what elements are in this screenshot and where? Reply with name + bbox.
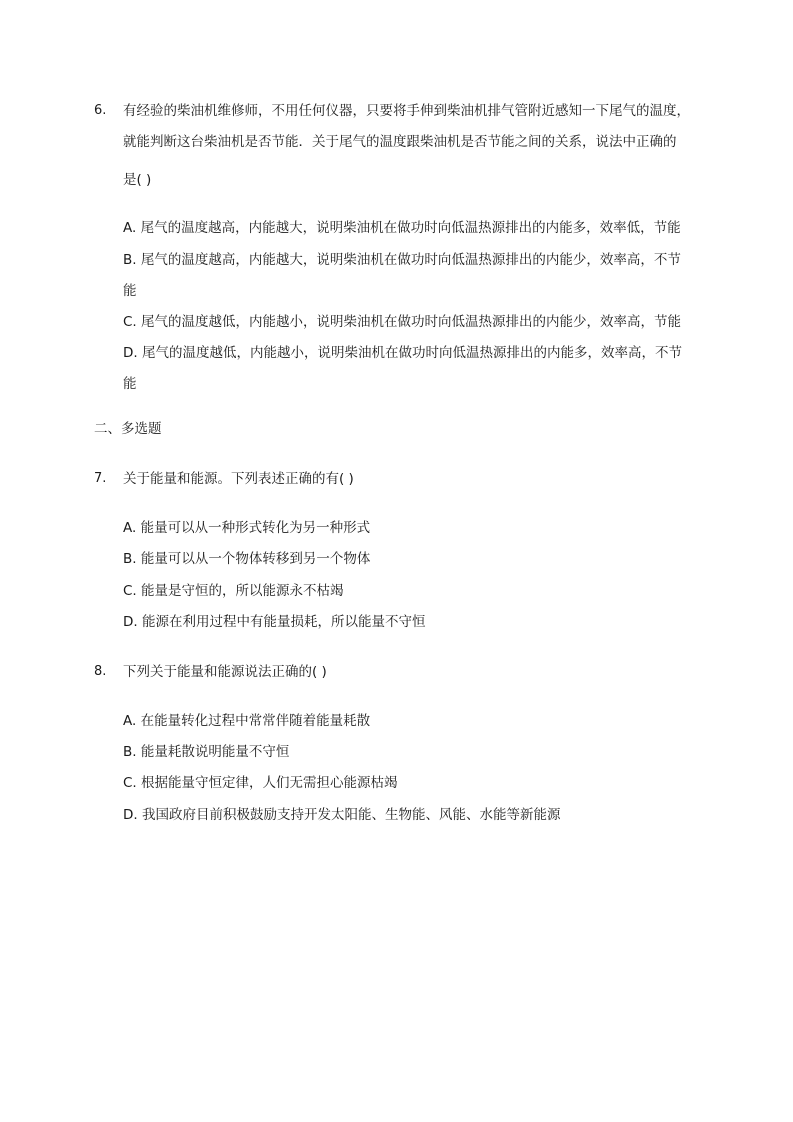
- question-6-option-d: D. 尾气的温度越低，内能越小，说明柴油机在做功时向低温热源排出的内能多，效率高，不节: [123, 345, 682, 361]
- question-7-number: 7.: [94, 471, 107, 486]
- question-6-option-b-continued: 能: [123, 283, 137, 299]
- question-8-option-b: B. 能量耗散说明能量不守恒: [123, 744, 290, 760]
- question-8-stem: 下列关于能量和能源说法正确的( ): [123, 664, 327, 680]
- question-8-number: 8.: [94, 664, 107, 679]
- question-7-option-c: C. 能量是守恒的，所以能源永不枯竭: [123, 583, 344, 599]
- question-7-option-a: A. 能量可以从一种形式转化为另一种形式: [123, 520, 371, 536]
- section-title: 二、多选题: [94, 421, 162, 437]
- question-8-option-a: A. 在能量转化过程中常常伴随着能量耗散: [123, 713, 371, 729]
- question-7-option-d: D. 能源在利用过程中有能量损耗，所以能量不守恒: [123, 614, 426, 630]
- question-6-option-b: B. 尾气的温度越高，内能越大，说明柴油机在做功时向低温热源排出的内能少，效率高，不节: [123, 252, 681, 268]
- question-6-stem-line-3: 是( ): [123, 172, 152, 188]
- question-7-option-b: B. 能量可以从一个物体转移到另一个物体: [123, 551, 371, 567]
- question-6-option-c: C. 尾气的温度越低，内能越小，说明柴油机在做功时向低温热源排出的内能少，效率高，节能: [123, 314, 682, 330]
- question-8-option-d: D. 我国政府目前积极鼓励支持开发太阳能、生物能、风能、水能等新能源: [123, 807, 561, 823]
- question-6-option-a: A. 尾气的温度越高，内能越大，说明柴油机在做功时向低温热源排出的内能多，效率低，节能: [123, 220, 681, 236]
- question-6-option-d-continued: 能: [123, 376, 137, 392]
- question-6-stem-line-1: 有经验的柴油机维修师，不用任何仪器，只要将手伸到柴油机排气管附近感知一下尾气的温度，: [123, 103, 690, 119]
- question-8-option-c: C. 根据能量守恒定律，人们无需担心能源枯竭: [123, 775, 398, 791]
- question-6-stem-line-2: 就能判断这台柴油机是否节能．关于尾气的温度跟柴油机是否节能之间的关系，说法中正确的: [123, 134, 677, 150]
- question-7-stem: 关于能量和能源。下列表述正确的有( ): [123, 471, 354, 487]
- question-6-number: 6.: [94, 103, 107, 118]
